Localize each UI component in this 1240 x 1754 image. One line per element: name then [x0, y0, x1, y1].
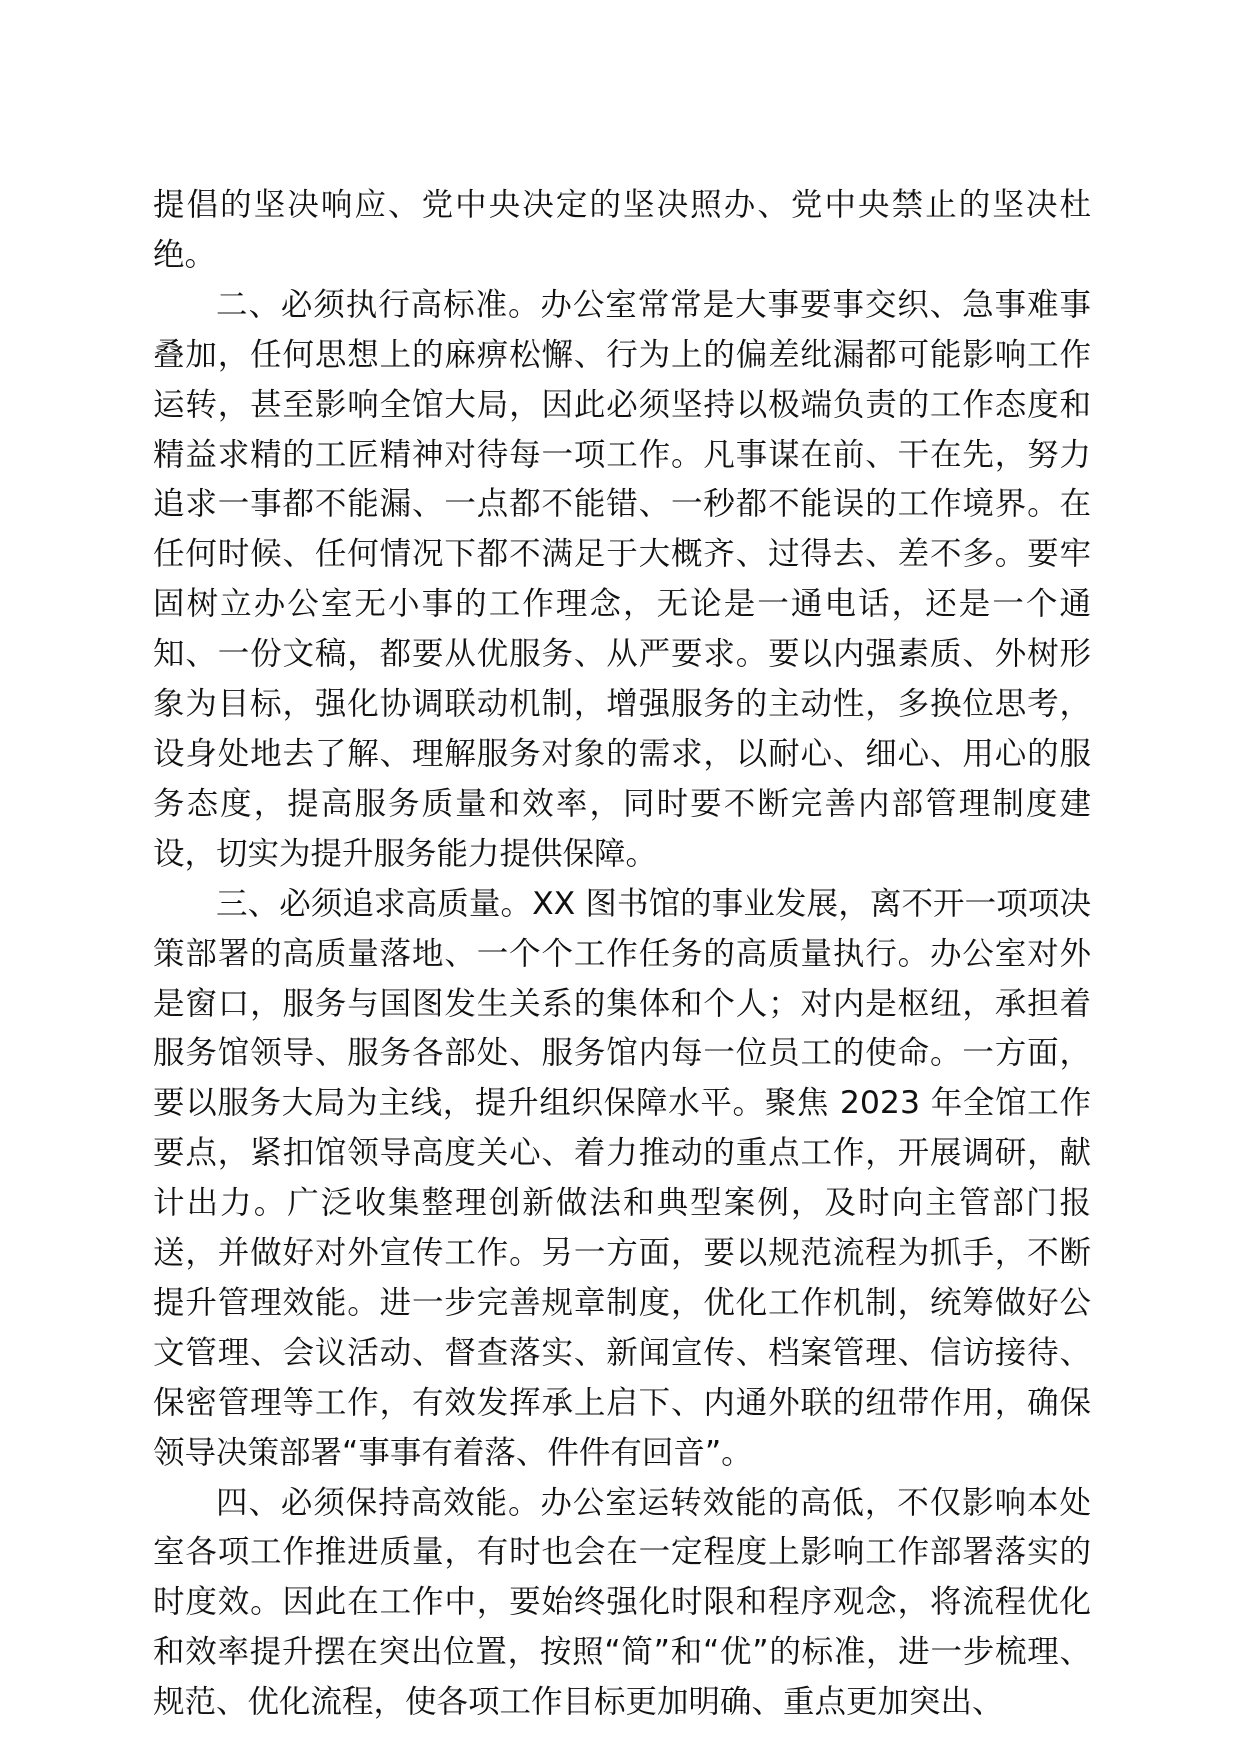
paragraph-high-standard: 二、必须执行高标准。办公室常常是大事要事交织、急事难事叠加，任何思想上的麻痹松懈、行为上的偏差纰漏都可能影响工作运转，甚至影响全馆大局，因此必须坚持以极端负责的工作态度和精益求精的工匠精神对待每一项工作。凡事谋在前、干在先，努力追求一事都不能漏、一点都不能错、一秒都不能误的工作境界。在任何时候、任何情况下都不满足于大概齐、过得去、差不多。要牢固树立办公室无小事的工作理念，无论是一通电话，还是一个通知、一份文稿，都要从优服务、从严要求。要以内强素质、外树形象为目标，强化协调联动机制，增强服务的主动性，多换位思考，设身处地去了解、理解服务对象的需求，以耐心、细心、用心的服务态度，提高服务质量和效率，同时要不断完善内部管理制度建设，切实为提升服务能力提供保障。 [153, 286, 1091, 872]
paragraph-high-efficiency: 四、必须保持高效能。办公室运转效能的高低，不仅影响本处室各项工作推进质量，有时也会在一定程度上影响工作部署落实的时度效。因此在工作中，要始终强化时限和程序观念，将流程优化和效率提升摆在突出位置，按照“简”和“优”的标准，进一步梳理、规范、优化流程，使各项工作目标更加明确、重点更加突出、 [153, 1484, 1091, 1721]
paragraph-high-quality: 三、必须追求高质量。XX 图书馆的事业发展，离不开一项项决策部署的高质量落地、一个个工作任务的高质量执行。办公室对外是窗口，服务与国图发生关系的集体和个人；对内是枢纽，承担着服务馆领导、服务各部处、服务馆内每一位员工的使命。一方面，要以服务大局为主线，提升组织保障水平。聚焦 2023 年全馆工作要点，紧扣馆领导高度关心、着力推动的重点工作，开展调研，献计出力。广泛收集整理创新做法和典型案例，及时向主管部门报送，并做好对外宣传工作。另一方面，要以规范流程为抓手，不断提升管理效能。进一步完善规章制度，优化工作机制，统筹做好公文管理、会议活动、督查落实、新闻宣传、档案管理、信访接待、保密管理等工作，有效发挥承上启下、内通外联的纽带作用，确保领导决策部署“事事有着落、件件有回音”。 [153, 885, 1091, 1471]
document-body [153, 181, 1091, 1728]
paragraph-continuation: 提倡的坚决响应、党中央决定的坚决照办、党中央禁止的坚决杜绝。 [153, 187, 1091, 273]
